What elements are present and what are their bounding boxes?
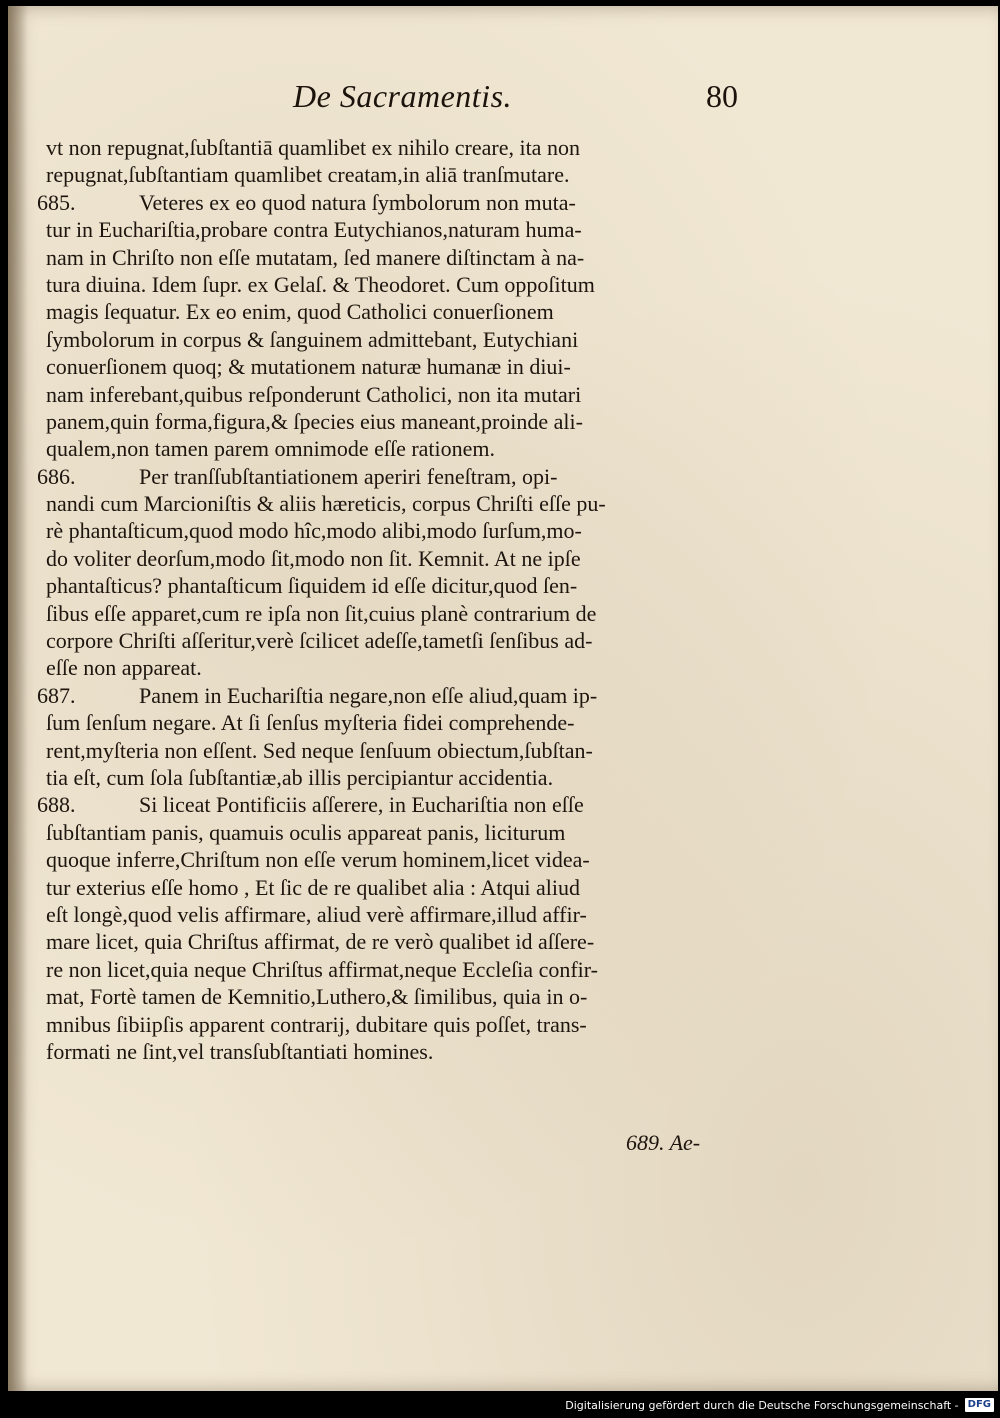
text-line	[37, 764, 747, 791]
running-head-title: De Sacramentis.	[293, 78, 513, 114]
line-text: nam in Chriſto non eſſe mutatam, ſed manere diſtinctam à na-	[46, 244, 585, 270]
line-text: do voliter deorſum,modo ſit,modo non ſit. Kemnit. At ne ipſe	[46, 545, 581, 571]
line-text: magis ſequatur. Ex eo enim, quod Catholici conuerſionem	[46, 299, 554, 325]
line-text: mare licet, quia Chriſtus affirmat, de re verò qualibet id aſſere-	[46, 929, 595, 955]
text-line	[37, 298, 747, 325]
text-line	[37, 517, 747, 544]
text-line	[37, 134, 747, 161]
paragraph-number: 687.	[37, 682, 76, 708]
text-line	[37, 737, 747, 764]
line-text: eſſe non appareat.	[46, 655, 202, 681]
text-line	[37, 408, 747, 435]
text-line	[37, 572, 747, 599]
text-line	[37, 791, 747, 818]
line-text: formati ne ſint,vel transſubſtantiati homines.	[46, 1038, 434, 1064]
text-line	[37, 1011, 747, 1038]
text-line	[37, 819, 747, 846]
line-text: ſymbolorum in corpus & ſanguinem admittebant, Eutychiani	[46, 326, 579, 352]
text-line	[37, 271, 747, 298]
text-line	[37, 463, 747, 490]
line-text: Per tranſſubſtantiationem aperiri feneſtram, opi-	[139, 463, 558, 489]
line-text: ſum ſenſum negare. At ſi ſenſus myſteria fidei comprehende-	[46, 710, 575, 736]
text-line	[37, 983, 747, 1010]
text-line	[37, 1038, 747, 1065]
line-text: corpore Chriſti aſſeritur,verè ſcilicet adeſſe,tametſi ſenſibus ad-	[46, 628, 593, 654]
line-text: Si liceat Pontificiis aſſerere, in Euchariſtia non eſſe	[139, 792, 584, 818]
text-line	[37, 627, 747, 654]
line-text: mat, Fortè tamen de Kemnitio,Luthero,& ſimilibus, quia in o-	[46, 984, 588, 1010]
text-line	[37, 326, 747, 353]
line-text: eſt longè,quod velis affirmare, aliud verè affirmare,illud affir-	[46, 901, 587, 927]
dfg-logo: DFG	[965, 1398, 994, 1412]
text-line	[37, 353, 747, 380]
digitization-footer	[565, 1396, 994, 1414]
line-text: tur exterius eſſe homo , Et ſic de re qualibet alia : Atqui aliud	[46, 874, 580, 900]
page-gutter-shadow	[8, 6, 28, 1391]
line-text: qualem,non tamen parem omnimode eſſe rationem.	[46, 436, 496, 462]
line-text: re non licet,quia neque Chriſtus affirmat,neque Eccleſia confir-	[46, 956, 598, 982]
line-text: tia eſt, cum ſola ſubſtantiæ,ab illis percipiantur accidentia.	[46, 764, 554, 790]
text-line	[37, 545, 747, 572]
line-text: panem,quin forma,figura,& ſpecies eius maneant,proinde ali-	[46, 408, 583, 434]
page-number: 80	[706, 78, 738, 114]
line-text: quoque inferre,Chriſtum non eſſe verum hominem,licet videa-	[46, 847, 590, 873]
body-text	[37, 134, 747, 1065]
line-text: rent,myſteria non eſſent. Sed neque ſenſuum obiectum,ſubſtan-	[46, 737, 593, 763]
line-text: Panem in Euchariſtia negare,non eſſe aliud,quam ip-	[139, 682, 598, 708]
line-text: Veteres ex eo quod natura ſymbolorum non muta-	[139, 189, 576, 215]
line-text: tur in Euchariſtia,probare contra Eutychianos,naturam huma-	[46, 217, 582, 243]
catchword: 689. Ae-	[626, 1130, 701, 1155]
line-text: rè phantaſticum,quod modo hîc,modo alibi,modo ſurſum,mo-	[46, 518, 582, 544]
text-line	[37, 600, 747, 627]
text-line	[37, 189, 747, 216]
line-text: phantaſticus? phantaſticum ſiquidem id eſſe dicitur,quod ſen-	[46, 573, 578, 599]
text-line	[37, 490, 747, 517]
line-text: ſibus eſſe apparet,cum re ipſa non ſit,cuius planè contrarium de	[46, 600, 597, 626]
line-text: ſubſtantiam panis, quamuis oculis appareat panis, liciturum	[46, 819, 566, 845]
text-line	[37, 216, 747, 243]
text-line	[37, 682, 747, 709]
line-text: repugnat,ſubſtantiam quamlibet creatam,in aliā tranſmutare.	[46, 162, 570, 188]
paragraph-number: 685.	[37, 189, 76, 215]
line-text: mnibus ſibiipſis apparent contrarij, dubitare quis poſſet, trans-	[46, 1011, 587, 1037]
line-text: conuerſionem quoq; & mutationem naturæ humanæ in diui-	[46, 354, 571, 380]
running-head	[8, 74, 998, 124]
book-page	[8, 6, 998, 1391]
paragraph-number: 688.	[37, 792, 76, 818]
line-text: tura diuina. Idem ſupr. ex Gelaſ. & Theodoret. Cum oppoſitum	[46, 271, 595, 297]
text-line	[37, 956, 747, 983]
text-line	[37, 846, 747, 873]
text-line	[37, 901, 747, 928]
line-text: vt non repugnat,ſubſtantiā quamlibet ex nihilo creare, ita non	[46, 135, 580, 160]
text-line	[37, 381, 747, 408]
line-text: nam inferebant,quibus reſponderunt Catholici, non ita mutari	[46, 381, 582, 407]
text-line	[37, 709, 747, 736]
line-text: nandi cum Marcioniſtis & aliis hæreticis, corpus Chriſti eſſe pu-	[46, 491, 606, 517]
text-line	[37, 244, 747, 271]
text-line	[37, 161, 747, 188]
text-line	[37, 928, 747, 955]
text-line	[37, 435, 747, 462]
footer-credit: Digitalisierung gefördert durch die Deutsche Forschungsgemeinschaft -	[565, 1398, 959, 1412]
paragraph-number: 686.	[37, 463, 76, 489]
text-line	[37, 874, 747, 901]
text-line	[37, 654, 747, 681]
